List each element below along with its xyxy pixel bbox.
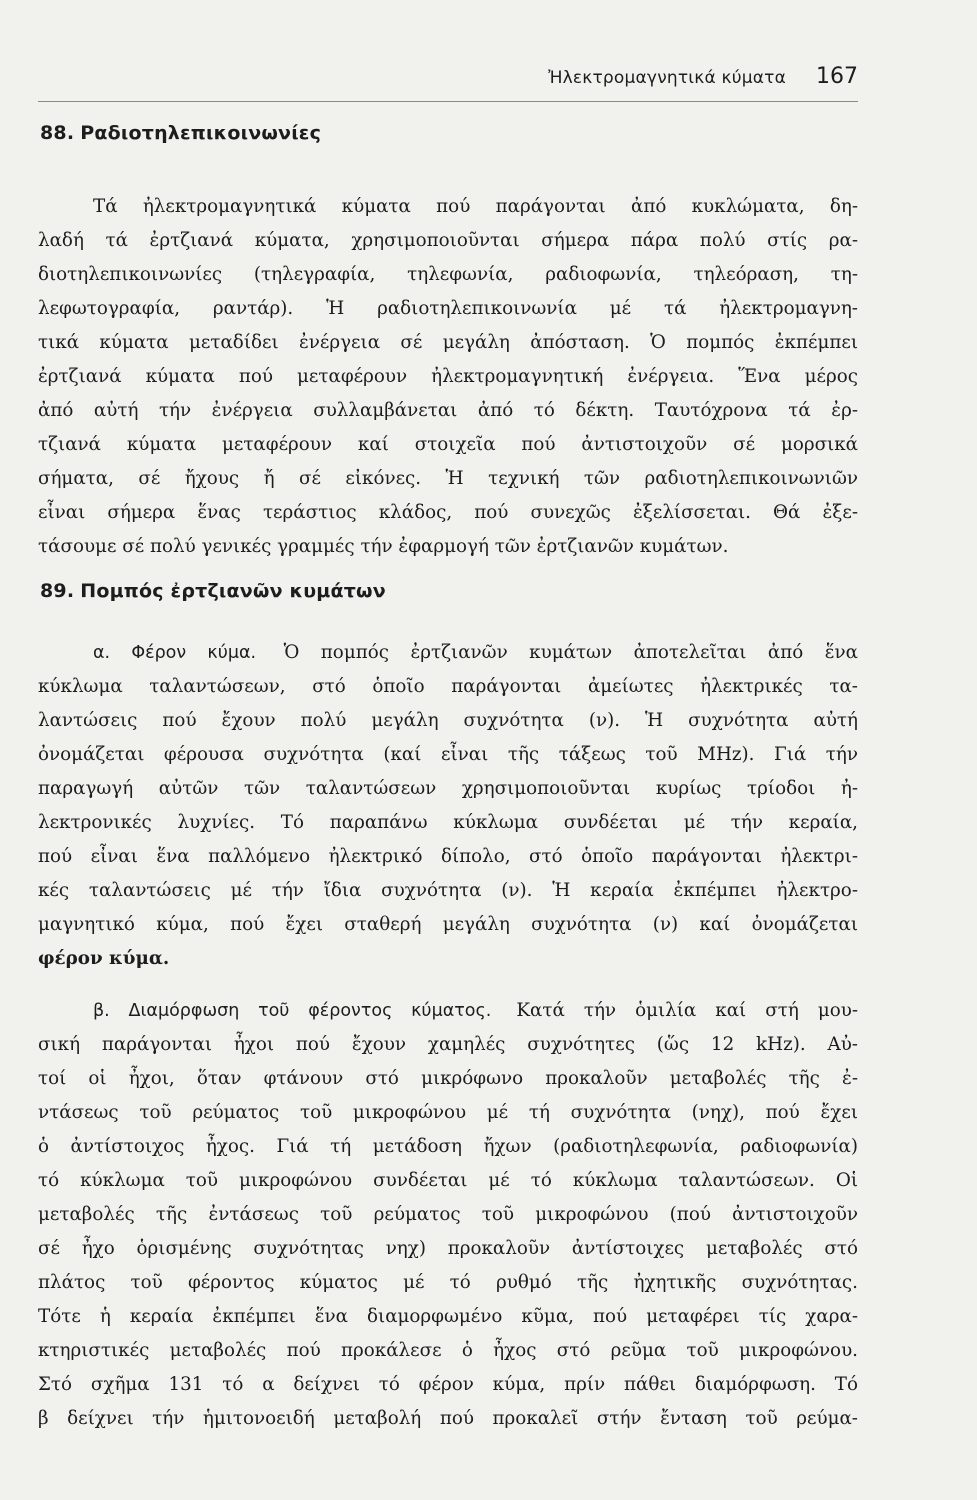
paragraph-line: πού εἶναι ἕνα παλλόμενο ἠλεκτρικό δίπολο, στό ὁποῖο παράγονται ἠλεκτρι- xyxy=(38,846,858,867)
paragraph-line: φέρον κύμα. xyxy=(38,948,170,969)
paragraph-line: Τότε ἡ κεραία ἐκπέμπει ἕνα διαμορφωμένο κῦμα, πού μεταφέρει τίς χαρα- xyxy=(38,1306,858,1327)
section-89-heading xyxy=(40,580,386,602)
paragraph-line: λεκτρονικές λυχνίες. Τό παραπάνω κύκλωμα συνδέεται μέ τήν κεραία, xyxy=(38,812,858,833)
paragraph-line: ἀπό αὐτή τήν ἐνέργεια συλλαμβάνεται ἀπό τό δέκτη. Ταυτόχρονα τά ἐρ- xyxy=(38,400,858,421)
paragraph-line xyxy=(93,994,858,1028)
subsection-a-text: Ὁ πομπός ἐρτζιανῶν κυμάτων ἀποτελεῖται ἀπό ἕνα xyxy=(283,642,858,663)
paragraph-line: ἐρτζιανά κύματα πού μεταφέρουν ἠλεκτρομαγνητική ἐνέργεια. Ἕνα μέρος xyxy=(38,366,858,387)
subsection-b-text: Κατά τήν ὁμιλία καί στή μου- xyxy=(516,1000,858,1021)
paragraph-line: κτηριστικές μεταβολές πού προκάλεσε ὁ ἦχος στό ρεῦμα τοῦ μικροφώνου. xyxy=(38,1340,858,1361)
paragraph-line: τό κύκλωμα τοῦ μικροφώνου συνδέεται μέ τό κύκλωμα ταλαντώσεων. Οἱ xyxy=(38,1170,858,1191)
running-header xyxy=(508,64,858,100)
paragraph-line: λαδή τά ἐρτζιανά κύματα, χρησιμοποιοῦνται σήμερα πάρα πολύ στίς ρα- xyxy=(38,230,858,251)
paragraph-line: λεφωτογραφία, ραντάρ). Ἡ ραδιοτηλεπικοινωνία μέ τά ἠλεκτρομαγνη- xyxy=(38,298,858,319)
paragraph-line: κές ταλαντώσεις μέ τήν ἴδια συχνότητα (ν). Ἡ κεραία ἐκπέμπει ἠλεκτρο- xyxy=(38,880,858,901)
paragraph-line: τζιανά κύματα μεταφέρουν καί στοιχεῖα πού ἀντιστοιχοῦν σέ μορσικά xyxy=(38,434,858,455)
section-88-heading xyxy=(40,122,321,144)
paragraph-line: ὁ ἀντίστοιχος ἦχος. Γιά τή μετάδοση ἤχων (ραδιοτηλεφωνία, ραδιοφωνία) xyxy=(38,1136,858,1157)
section-88-title: Ραδιοτηλεπικοινωνίες xyxy=(80,122,322,144)
paragraph-line: μεταβολές τῆς ἐντάσεως τοῦ ρεύματος τοῦ μικροφώνου (πού ἀντιστοιχοῦν xyxy=(38,1204,858,1225)
page-number: 167 xyxy=(816,64,858,89)
section-89-number: 89. xyxy=(40,580,75,602)
paragraph-line: τάσουμε σέ πολύ γενικές γραμμές τήν ἐφαρμογή τῶν ἐρτζιανῶν κυμάτων. xyxy=(38,536,729,557)
paragraph-line: κύκλωμα ταλαντώσεων, στό ὁποῖο παράγονται ἀμείωτες ἠλεκτρικές τα- xyxy=(38,676,858,697)
paragraph-line: τικά κύματα μεταδίδει ἐνέργεια σέ μεγάλη ἀπόσταση. Ὁ πομπός ἐκπέμπει xyxy=(38,332,858,353)
paragraph-line xyxy=(93,636,858,670)
paragraph-line: τοί οἱ ἦχοι, ὅταν φτάνουν στό μικρόφωνο προκαλοῦν μεταβολές τῆς ἐ- xyxy=(38,1068,858,1089)
paragraph-line: ὀνομάζεται φέρουσα συχνότητα (καί εἶναι τῆς τάξεως τοῦ MHz). Γιά τήν xyxy=(38,744,858,765)
running-title: Ἠλεκτρομαγνητικά κύματα xyxy=(548,68,786,88)
section-89-title: Πομπός ἐρτζιανῶν κυμάτων xyxy=(80,580,386,602)
paragraph-line: σέ ἦχο ὁρισμένης συχνότητας νηχ) προκαλοῦν ἀντίστοιχες μεταβολές στό xyxy=(38,1238,858,1259)
subsection-b-label: β. Διαμόρφωση τοῦ φέροντος κύματος. xyxy=(93,1001,492,1021)
paragraph-line: β δείχνει τήν ἡμιτονοειδή μεταβολή πού προκαλεῖ στήν ἔνταση τοῦ ρεύμα- xyxy=(38,1408,858,1429)
header-rule xyxy=(38,101,858,102)
paragraph-line: Στό σχῆμα 131 τό α δείχνει τό φέρον κύμα, πρίν πάθει διαμόρφωση. Τό xyxy=(38,1374,858,1395)
paragraph-line: Τά ἠλεκτρομαγνητικά κύματα πού παράγονται ἀπό κυκλώματα, δη- xyxy=(93,196,858,217)
paragraph-line: παραγωγή αὐτῶν τῶν ταλαντώσεων χρησιμοποιοῦνται κυρίως τρίοδοι ἠ- xyxy=(38,778,858,799)
paragraph-line: μαγνητικό κύμα, πού ἔχει σταθερή μεγάλη συχνότητα (ν) καί ὀνομάζεται xyxy=(38,914,858,935)
paragraph-line: ντάσεως τοῦ ρεύματος τοῦ μικροφώνου μέ τή συχνότητα (νηχ), πού ἔχει xyxy=(38,1102,858,1123)
paragraph-line: σική παράγονται ἦχοι πού ἔχουν χαμηλές συχνότητες (ὥς 12 kHz). Αὐ- xyxy=(38,1034,858,1055)
subsection-a-label: α. Φέρον κύμα. xyxy=(93,643,257,663)
section-88-number: 88. xyxy=(40,122,75,144)
paragraph-line: σήματα, σέ ἤχους ἤ σέ εἰκόνες. Ἡ τεχνική τῶν ραδιοτηλεπικοινωνιῶν xyxy=(38,468,858,489)
paragraph-line: λαντώσεις πού ἔχουν πολύ μεγάλη συχνότητα (ν). Ἡ συχνότητα αὐτή xyxy=(38,710,858,731)
paragraph-line: διοτηλεπικοινωνίες (τηλεγραφία, τηλεφωνία, ραδιοφωνία, τηλεόραση, τη- xyxy=(38,264,858,285)
paragraph-line: εἶναι σήμερα ἕνας τεράστιος κλάδος, πού συνεχῶς ἐξελίσσεται. Θά ἐξε- xyxy=(38,502,858,523)
paragraph-line: πλάτος τοῦ φέροντος κύματος μέ τό ρυθμό τῆς ἠχητικῆς συχνότητας. xyxy=(38,1272,858,1293)
